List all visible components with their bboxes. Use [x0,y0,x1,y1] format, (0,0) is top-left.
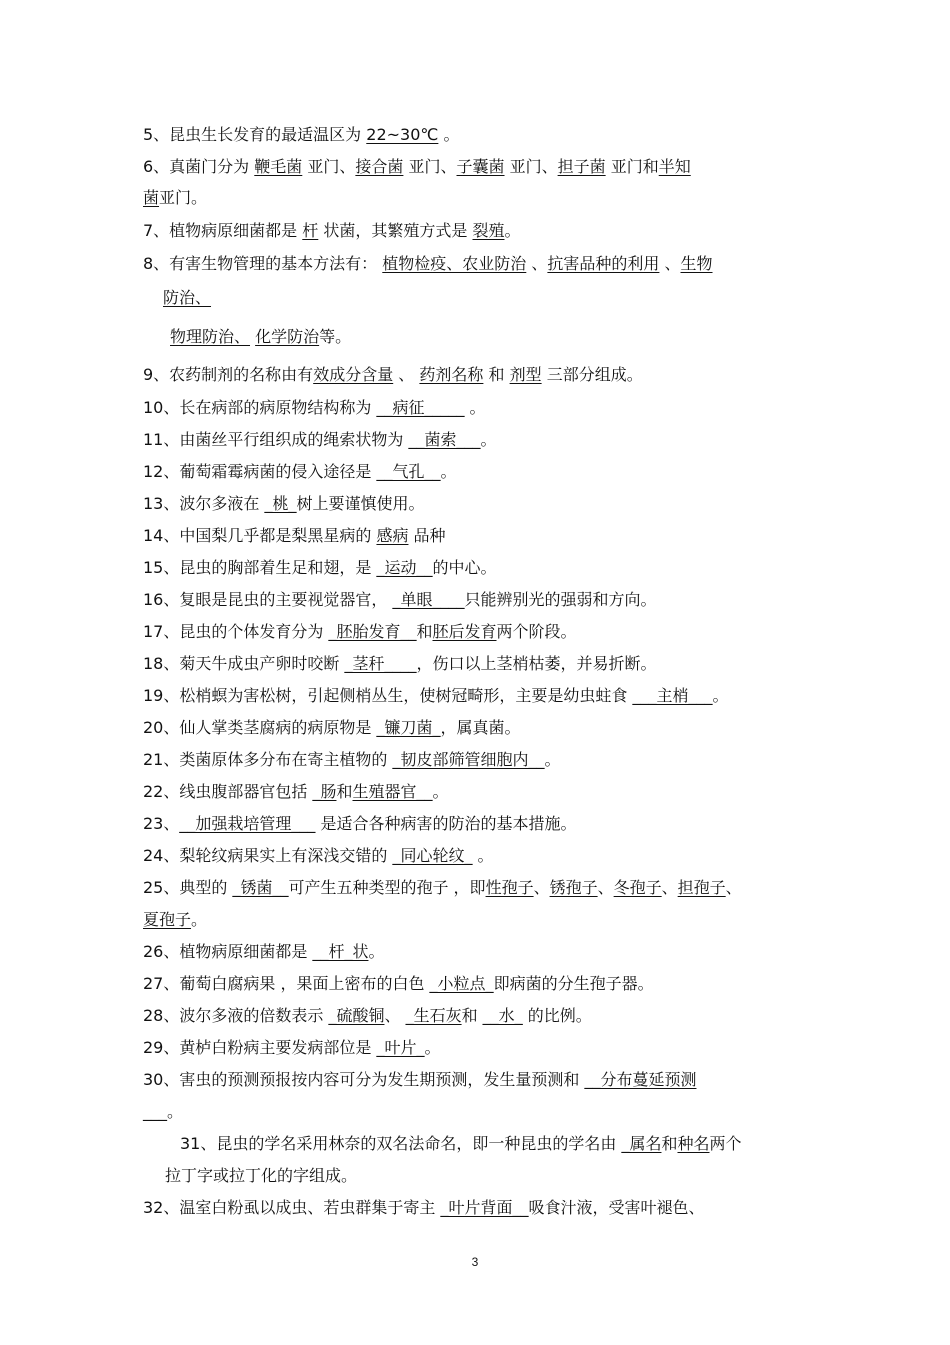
question-text: 和 [416,622,433,641]
question-text: 17、昆虫的个体发育分为 [143,622,329,641]
answer-blank: _运动__ [376,558,433,577]
question-text: 6、真菌门分为 [143,157,255,176]
question-text: 26、植物病原细菌都是 [143,942,313,961]
answer-blank: __分布蔓延预测 [584,1070,697,1089]
answer-blank: __加强栽培管理___ [179,814,316,833]
question-line [143,590,656,610]
question-text: 亚门和 [605,157,659,176]
question-text: 亚门、 [504,157,558,176]
question-text: 等。 [319,327,352,346]
question-line [143,398,486,418]
question-text: 23、 [143,814,180,833]
question-text: 。 [424,1038,441,1057]
question-text: 。 [438,125,460,144]
question-text: 25、典型的 [143,878,233,897]
question-text: 可产生五种类型的孢子 ，即 [288,878,486,897]
question-text: 拉丁字或拉丁化的字组成。 [165,1166,358,1185]
answer-blank: _同心轮纹_ [392,846,473,865]
question-line [143,750,560,770]
question-text: 。 [480,430,497,449]
answer-blank: 性孢子 [485,878,534,897]
answer-blank: 化学防治 [255,327,320,346]
question-line [163,288,211,308]
question-text: 和 [483,365,510,384]
answer-blank: 物理防治、 [170,327,251,346]
question-text: 、 [533,878,550,897]
answer-blank: _胚胎发育__ [328,622,417,641]
question-text: 、 [661,878,678,897]
question-text: 吸食汁液，受害叶褪色、 [528,1198,705,1217]
question-line [143,846,494,866]
question-text: 。 [544,750,561,769]
question-text: 22、线虫腹部器官包括 [143,782,313,801]
question-text: 、 [725,878,742,897]
question-line [143,462,456,482]
question-text: 树上要谨慎使用。 [296,494,425,513]
question-line [143,878,742,898]
question-text: 16、复眼是昆虫的主要视觉器官， [143,590,393,609]
question-line [143,1102,183,1122]
question-text: 30、害虫的预测预报按内容可分为发生期预测，发生量预测和 [143,1070,585,1089]
question-line [180,1134,742,1154]
question-text: 5、昆虫生长发育的最适温区为 [143,125,367,144]
answer-blank: 冬孢子 [613,878,662,897]
answer-blank: __气孔__ [376,462,441,481]
answer-blank: 鞭毛菌 [254,157,303,176]
answer-blank: ___ [143,1102,167,1121]
answer-blank: _锈菌__ [232,878,289,897]
answer-blank: 胚后发育 [432,622,497,641]
answer-blank: 效成分含量 [313,365,394,384]
question-line [143,1038,440,1058]
question-line [143,782,449,802]
answer-blank: _叶片背面__ [440,1198,529,1217]
question-line [143,254,713,274]
question-line [165,1166,357,1186]
page-number: 3 [471,1255,479,1269]
answer-blank: 接合菌 [355,157,404,176]
question-text: 19、松梢螟为害松树，引起侧梢丛生，使树冠畸形，主要是幼虫蛀食 [143,686,633,705]
question-line [143,157,691,177]
answer-blank: _生石灰 [405,1006,462,1025]
question-text: 11、由菌丝平行组织成的绳索状物为 [143,430,409,449]
question-text: 亚门。 [159,188,208,207]
question-line [143,526,446,546]
question-text: 7、植物病原细菌都是 [143,221,303,240]
answer-blank: _叶片_ [376,1038,425,1057]
question-line [143,814,576,834]
question-text: 和 [336,782,353,801]
question-line [143,718,520,738]
question-text: 。 [440,462,457,481]
question-text: 13、波尔多液在 [143,494,265,513]
question-text: 、 [526,254,548,273]
question-line [143,558,496,578]
answer-blank: _韧皮部筛管细胞内__ [392,750,545,769]
answer-blank: __菌索___ [408,430,481,449]
question-line [143,686,728,706]
answer-blank: 夏孢子 [143,910,192,929]
question-text: ，伤口以上茎梢枯萎，并易折断。 [416,654,657,673]
answer-blank: _镰刀菌_ [376,718,441,737]
question-text: 21、类菌原体多分布在寄主植物的 [143,750,393,769]
question-text: 。 [504,221,521,240]
answer-blank: 生殖器官__ [352,782,433,801]
question-text: 三部分组成。 [541,365,643,384]
question-text: 31、昆虫的学名采用林奈的双名法命名，即一种昆虫的学名由 [180,1134,622,1153]
question-text: 12、葡萄霜霉病菌的侵入途径是 [143,462,377,481]
question-text: 。 [712,686,729,705]
question-line [143,622,577,642]
question-text: 18、菊天牛成虫产卵时咬断 [143,654,345,673]
question-text: 24、梨轮纹病果实上有深浅交错的 [143,846,393,865]
question-line [143,125,459,145]
answer-blank: 担子菌 [557,157,606,176]
question-text: 。 [464,398,486,417]
question-line [143,221,521,241]
question-text: 品种 [408,526,446,545]
question-text: 29、黄栌白粉病主要发病部位是 [143,1038,377,1057]
question-text: 。 [368,942,385,961]
answer-blank: _小粒点_ [429,974,494,993]
question-line [143,1198,704,1218]
question-text: 状菌，其繁殖方式是 [318,221,473,240]
answer-blank: _茎秆____ [344,654,417,673]
question-text: 的比例。 [522,1006,592,1025]
question-text: 是适合各种病害的防治的基本措施。 [315,814,577,833]
question-text: 、 [659,254,681,273]
answer-blank: 植物检疫、农业防治 [382,254,527,273]
answer-blank: 种名 [677,1134,710,1153]
question-text: 27、葡萄白腐病果 ，果面上密布的白色 [143,974,430,993]
question-text: 亚门、 [302,157,356,176]
question-line [170,327,351,347]
question-text: 15、昆虫的胸部着生足和翅，是 [143,558,377,577]
question-text: 。 [472,846,494,865]
answer-blank: __杆_状 [312,942,369,961]
question-line [143,910,207,930]
question-text: 和 [461,1006,483,1025]
answer-blank: 22~30℃ [366,125,439,144]
answer-blank: _单眼____ [392,590,465,609]
answer-blank: 剂型 [509,365,542,384]
question-text: 、 [597,878,614,897]
question-text: 。 [191,910,208,929]
question-text: 的中心。 [432,558,497,577]
question-text: 20、仙人掌类茎腐病的病原物是 [143,718,377,737]
answer-blank: __水_ [482,1006,523,1025]
question-text: ，属真菌。 [440,718,521,737]
question-text: 。 [167,1102,184,1121]
question-text: 、 [393,365,420,384]
question-text: 8、有害生物管理的基本方法有： [143,254,383,273]
answer-blank: 生物 [680,254,713,273]
question-text: 、 [384,1006,406,1025]
question-text: 和 [661,1134,678,1153]
question-line [143,365,643,385]
question-line [143,974,654,994]
answer-blank: 杆 [302,221,319,240]
answer-blank: __病征_____ [376,398,465,417]
question-line [143,942,384,962]
answer-blank: 子囊菌 [456,157,505,176]
question-text: 28、波尔多液的倍数表示 [143,1006,329,1025]
answer-blank: _硫酸铜 [328,1006,385,1025]
question-text: 两个 [709,1134,742,1153]
answer-blank: 感病 [376,526,409,545]
question-text: 只能辨别光的强弱和方向。 [464,590,657,609]
question-line [143,430,496,450]
question-text: 9、农药制剂的名称由有 [143,365,314,384]
question-text: 32、温室白粉虱以成虫、若虫群集于寄主 [143,1198,441,1217]
question-line [143,1070,696,1090]
answer-blank: 防治、 [163,288,212,307]
answer-blank: ___主梢___ [632,686,713,705]
question-line [143,1006,592,1026]
question-text: 14、中国梨几乎都是梨黑星病的 [143,526,377,545]
question-text: 亚门、 [403,157,457,176]
question-line [143,188,207,208]
answer-blank: _桃_ [264,494,297,513]
answer-blank: 半知 [658,157,691,176]
question-text: 即病菌的分生孢子器。 [493,974,654,993]
answer-blank: 抗害品种的利用 [547,254,660,273]
answer-blank: _肠 [312,782,337,801]
answer-blank: 锈孢子 [549,878,598,897]
answer-blank: 裂殖 [472,221,505,240]
question-line [143,654,656,674]
question-line [143,494,424,514]
question-text: 。 [432,782,449,801]
question-text: 10、长在病部的病原物结构称为 [143,398,377,417]
answer-blank: 菌 [143,188,160,207]
question-text: 两个阶段。 [496,622,577,641]
answer-blank: _属名 [621,1134,662,1153]
answer-blank: 担孢子 [677,878,726,897]
answer-blank: 药剂名称 [419,365,484,384]
